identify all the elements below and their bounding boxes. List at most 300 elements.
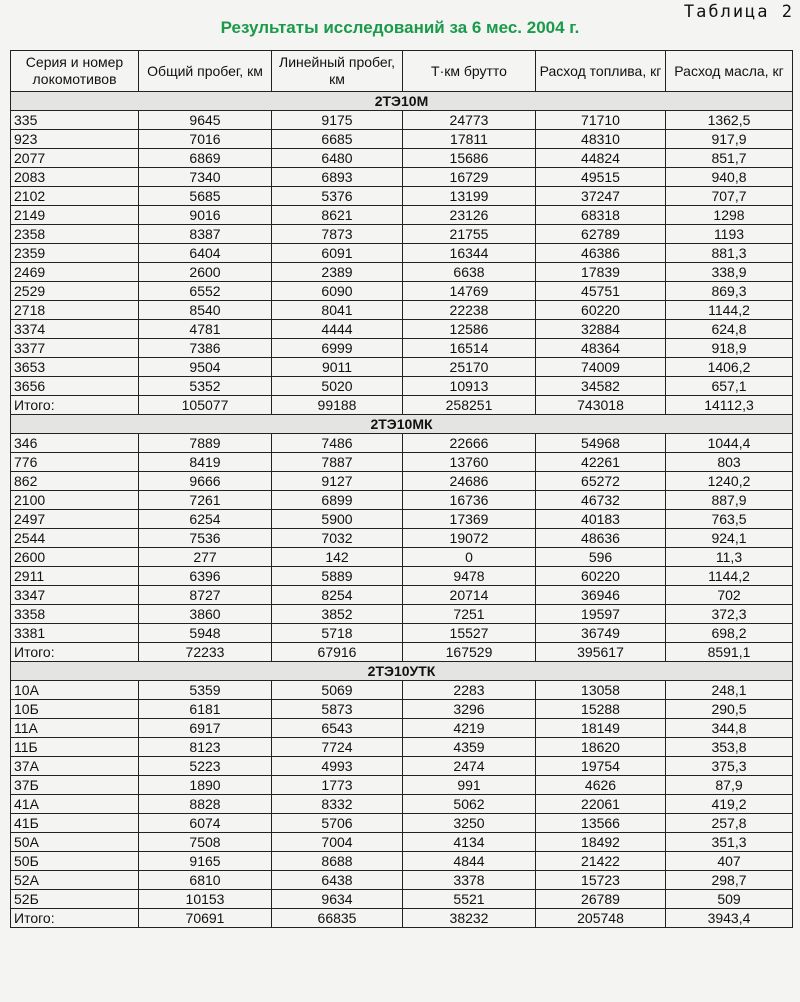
cell-fuel: 48364	[536, 339, 666, 358]
cell-line-run: 3852	[272, 605, 403, 624]
cell-series: 2497	[11, 510, 139, 529]
cell-tkm-gross: 4359	[403, 738, 536, 757]
cell-tkm-gross: 38232	[403, 909, 536, 928]
cell-fuel: 46386	[536, 244, 666, 263]
cell-tkm-gross: 22238	[403, 301, 536, 320]
cell-oil: 248,1	[666, 681, 793, 700]
cell-total-run: 9645	[139, 111, 272, 130]
cell-series: 862	[11, 472, 139, 491]
table-row	[11, 871, 793, 890]
cell-series: Итого:	[11, 643, 139, 662]
cell-oil: 917,9	[666, 130, 793, 149]
cell-total-run: 4781	[139, 320, 272, 339]
cell-total-run: 2600	[139, 263, 272, 282]
cell-tkm-gross: 24686	[403, 472, 536, 491]
cell-fuel: 74009	[536, 358, 666, 377]
total-row	[11, 643, 793, 662]
cell-fuel: 4626	[536, 776, 666, 795]
cell-total-run: 5685	[139, 187, 272, 206]
table-row	[11, 130, 793, 149]
cell-fuel: 40183	[536, 510, 666, 529]
cell-total-run: 1890	[139, 776, 272, 795]
cell-tkm-gross: 24773	[403, 111, 536, 130]
cell-tkm-gross: 12586	[403, 320, 536, 339]
cell-total-run: 7536	[139, 529, 272, 548]
cell-tkm-gross: 258251	[403, 396, 536, 415]
cell-total-run: 70691	[139, 909, 272, 928]
cell-fuel: 49515	[536, 168, 666, 187]
cell-fuel: 13058	[536, 681, 666, 700]
cell-oil: 1193	[666, 225, 793, 244]
cell-fuel: 395617	[536, 643, 666, 662]
cell-tkm-gross: 0	[403, 548, 536, 567]
cell-line-run: 5873	[272, 700, 403, 719]
table-row	[11, 567, 793, 586]
cell-series: 41Б	[11, 814, 139, 833]
cell-total-run: 7386	[139, 339, 272, 358]
cell-tkm-gross: 16729	[403, 168, 536, 187]
cell-series: 776	[11, 453, 139, 472]
column-header-oil: Расход масла, кг	[666, 51, 793, 92]
table-row	[11, 111, 793, 130]
table-row	[11, 529, 793, 548]
cell-total-run: 8387	[139, 225, 272, 244]
cell-tkm-gross: 15686	[403, 149, 536, 168]
cell-series: 2102	[11, 187, 139, 206]
cell-line-run: 7032	[272, 529, 403, 548]
cell-line-run: 66835	[272, 909, 403, 928]
table-row	[11, 282, 793, 301]
cell-line-run: 8688	[272, 852, 403, 871]
table-row	[11, 472, 793, 491]
cell-tkm-gross: 6638	[403, 263, 536, 282]
cell-line-run: 5020	[272, 377, 403, 396]
cell-total-run: 6404	[139, 244, 272, 263]
cell-series: 2149	[11, 206, 139, 225]
cell-oil: 803	[666, 453, 793, 472]
cell-tkm-gross: 17369	[403, 510, 536, 529]
cell-line-run: 9175	[272, 111, 403, 130]
cell-series: 2100	[11, 491, 139, 510]
cell-tkm-gross: 4134	[403, 833, 536, 852]
cell-tkm-gross: 3378	[403, 871, 536, 890]
cell-total-run: 5352	[139, 377, 272, 396]
cell-oil: 351,3	[666, 833, 793, 852]
cell-line-run: 6480	[272, 149, 403, 168]
cell-line-run: 6090	[272, 282, 403, 301]
cell-series: 10А	[11, 681, 139, 700]
cell-fuel: 15288	[536, 700, 666, 719]
cell-line-run: 7873	[272, 225, 403, 244]
cell-series: 3656	[11, 377, 139, 396]
cell-tkm-gross: 5521	[403, 890, 536, 909]
cell-series: 52Б	[11, 890, 139, 909]
cell-tkm-gross: 9478	[403, 567, 536, 586]
cell-line-run: 7887	[272, 453, 403, 472]
cell-oil: 298,7	[666, 871, 793, 890]
table-row	[11, 358, 793, 377]
cell-series: 2529	[11, 282, 139, 301]
table-row	[11, 149, 793, 168]
table-row	[11, 738, 793, 757]
cell-line-run: 6543	[272, 719, 403, 738]
cell-total-run: 9016	[139, 206, 272, 225]
cell-total-run: 8419	[139, 453, 272, 472]
cell-oil: 3943,4	[666, 909, 793, 928]
cell-fuel: 17839	[536, 263, 666, 282]
cell-series: 50А	[11, 833, 139, 852]
cell-series: Итого:	[11, 909, 139, 928]
cell-oil: 763,5	[666, 510, 793, 529]
cell-line-run: 6893	[272, 168, 403, 187]
table-row	[11, 890, 793, 909]
cell-fuel: 205748	[536, 909, 666, 928]
table-body	[11, 92, 793, 928]
cell-fuel: 54968	[536, 434, 666, 453]
results-table	[10, 50, 793, 928]
cell-tkm-gross: 21755	[403, 225, 536, 244]
table-row	[11, 491, 793, 510]
cell-line-run: 6091	[272, 244, 403, 263]
cell-tkm-gross: 14769	[403, 282, 536, 301]
group-name: 2ТЭ10М	[11, 92, 793, 111]
cell-series: 2911	[11, 567, 139, 586]
cell-tkm-gross: 10913	[403, 377, 536, 396]
cell-fuel: 60220	[536, 567, 666, 586]
group-header-row	[11, 92, 793, 111]
cell-fuel: 743018	[536, 396, 666, 415]
cell-fuel: 68318	[536, 206, 666, 225]
cell-total-run: 3860	[139, 605, 272, 624]
cell-series: 37Б	[11, 776, 139, 795]
group-name: 2ТЭ10УТК	[11, 662, 793, 681]
cell-total-run: 6396	[139, 567, 272, 586]
cell-fuel: 13566	[536, 814, 666, 833]
cell-oil: 353,8	[666, 738, 793, 757]
cell-fuel: 45751	[536, 282, 666, 301]
cell-line-run: 6685	[272, 130, 403, 149]
cell-series: 2083	[11, 168, 139, 187]
page-title: Результаты исследований за 6 мес. 2004 г.	[220, 18, 580, 37]
cell-line-run: 5718	[272, 624, 403, 643]
cell-total-run: 5948	[139, 624, 272, 643]
cell-series: 50Б	[11, 852, 139, 871]
cell-line-run: 7724	[272, 738, 403, 757]
table-row	[11, 168, 793, 187]
cell-oil: 257,8	[666, 814, 793, 833]
cell-line-run: 6999	[272, 339, 403, 358]
table-row	[11, 795, 793, 814]
cell-oil: 1144,2	[666, 301, 793, 320]
cell-series: 3347	[11, 586, 139, 605]
table-row	[11, 700, 793, 719]
cell-fuel: 18620	[536, 738, 666, 757]
cell-line-run: 1773	[272, 776, 403, 795]
cell-line-run: 5376	[272, 187, 403, 206]
cell-oil: 419,2	[666, 795, 793, 814]
cell-series: 2077	[11, 149, 139, 168]
group-header-row	[11, 662, 793, 681]
cell-oil: 924,1	[666, 529, 793, 548]
cell-oil: 887,9	[666, 491, 793, 510]
cell-fuel: 26789	[536, 890, 666, 909]
cell-total-run: 10153	[139, 890, 272, 909]
cell-total-run: 7889	[139, 434, 272, 453]
cell-series: 3381	[11, 624, 139, 643]
cell-oil: 1044,4	[666, 434, 793, 453]
cell-fuel: 48310	[536, 130, 666, 149]
cell-tkm-gross: 15527	[403, 624, 536, 643]
cell-series: 2469	[11, 263, 139, 282]
column-header-line-run: Линейный пробег, км	[272, 51, 403, 92]
cell-line-run: 4444	[272, 320, 403, 339]
cell-fuel: 60220	[536, 301, 666, 320]
cell-total-run: 6074	[139, 814, 272, 833]
cell-series: 3653	[11, 358, 139, 377]
table-row	[11, 833, 793, 852]
table-row	[11, 605, 793, 624]
column-header-tkm-gross: Т·км брутто	[403, 51, 536, 92]
table-row	[11, 719, 793, 738]
cell-total-run: 5223	[139, 757, 272, 776]
cell-tkm-gross: 19072	[403, 529, 536, 548]
cell-oil: 851,7	[666, 149, 793, 168]
cell-line-run: 8254	[272, 586, 403, 605]
cell-fuel: 36946	[536, 586, 666, 605]
column-header-series: Серия и номер локомотивов	[11, 51, 139, 92]
cell-total-run: 6254	[139, 510, 272, 529]
cell-tkm-gross: 16736	[403, 491, 536, 510]
cell-total-run: 9165	[139, 852, 272, 871]
cell-tkm-gross: 3250	[403, 814, 536, 833]
cell-fuel: 34582	[536, 377, 666, 396]
table-row	[11, 510, 793, 529]
cell-tkm-gross: 5062	[403, 795, 536, 814]
cell-fuel: 36749	[536, 624, 666, 643]
cell-line-run: 9011	[272, 358, 403, 377]
cell-oil: 338,9	[666, 263, 793, 282]
cell-total-run: 5359	[139, 681, 272, 700]
cell-oil: 1298	[666, 206, 793, 225]
cell-series: 11А	[11, 719, 139, 738]
cell-total-run: 8540	[139, 301, 272, 320]
cell-total-run: 7016	[139, 130, 272, 149]
table-row	[11, 681, 793, 700]
cell-oil: 1240,2	[666, 472, 793, 491]
cell-total-run: 9666	[139, 472, 272, 491]
cell-tkm-gross: 7251	[403, 605, 536, 624]
cell-total-run: 105077	[139, 396, 272, 415]
cell-fuel: 44824	[536, 149, 666, 168]
cell-fuel: 21422	[536, 852, 666, 871]
cell-fuel: 65272	[536, 472, 666, 491]
cell-tkm-gross: 25170	[403, 358, 536, 377]
cell-line-run: 8332	[272, 795, 403, 814]
cell-tkm-gross: 20714	[403, 586, 536, 605]
cell-oil: 14112,3	[666, 396, 793, 415]
cell-line-run: 7486	[272, 434, 403, 453]
cell-series: 2544	[11, 529, 139, 548]
column-header-total-run: Общий пробег, км	[139, 51, 272, 92]
cell-oil: 657,1	[666, 377, 793, 396]
cell-tkm-gross: 2283	[403, 681, 536, 700]
cell-line-run: 142	[272, 548, 403, 567]
cell-fuel: 62789	[536, 225, 666, 244]
cell-fuel: 37247	[536, 187, 666, 206]
cell-fuel: 22061	[536, 795, 666, 814]
cell-series: 2600	[11, 548, 139, 567]
table-row	[11, 852, 793, 871]
cell-tkm-gross: 2474	[403, 757, 536, 776]
cell-total-run: 6181	[139, 700, 272, 719]
cell-total-run: 7508	[139, 833, 272, 852]
table-row	[11, 624, 793, 643]
cell-line-run: 2389	[272, 263, 403, 282]
group-header-row	[11, 415, 793, 434]
cell-line-run: 6438	[272, 871, 403, 890]
cell-line-run: 4993	[272, 757, 403, 776]
cell-total-run: 8828	[139, 795, 272, 814]
cell-series: 3358	[11, 605, 139, 624]
cell-oil: 698,2	[666, 624, 793, 643]
table-row	[11, 776, 793, 795]
cell-line-run: 9127	[272, 472, 403, 491]
cell-fuel: 15723	[536, 871, 666, 890]
cell-fuel: 596	[536, 548, 666, 567]
cell-line-run: 8041	[272, 301, 403, 320]
cell-total-run: 7340	[139, 168, 272, 187]
cell-fuel: 19754	[536, 757, 666, 776]
table-row	[11, 206, 793, 225]
table-row	[11, 301, 793, 320]
cell-total-run: 277	[139, 548, 272, 567]
cell-tkm-gross: 16344	[403, 244, 536, 263]
cell-line-run: 9634	[272, 890, 403, 909]
cell-oil: 881,3	[666, 244, 793, 263]
cell-tkm-gross: 3296	[403, 700, 536, 719]
cell-fuel: 71710	[536, 111, 666, 130]
cell-line-run: 5889	[272, 567, 403, 586]
cell-series: 2359	[11, 244, 139, 263]
cell-series: 2358	[11, 225, 139, 244]
table-row	[11, 244, 793, 263]
cell-fuel: 48636	[536, 529, 666, 548]
cell-series: 923	[11, 130, 139, 149]
cell-oil: 1144,2	[666, 567, 793, 586]
cell-tkm-gross: 4219	[403, 719, 536, 738]
cell-tkm-gross: 17811	[403, 130, 536, 149]
cell-line-run: 5706	[272, 814, 403, 833]
cell-line-run: 7004	[272, 833, 403, 852]
cell-oil: 344,8	[666, 719, 793, 738]
table-number: Таблица 2	[683, 2, 794, 22]
cell-oil: 290,5	[666, 700, 793, 719]
table-row	[11, 320, 793, 339]
cell-line-run: 99188	[272, 396, 403, 415]
cell-tkm-gross: 167529	[403, 643, 536, 662]
cell-tkm-gross: 23126	[403, 206, 536, 225]
cell-fuel: 18492	[536, 833, 666, 852]
cell-total-run: 6917	[139, 719, 272, 738]
cell-series: 10Б	[11, 700, 139, 719]
cell-tkm-gross: 4844	[403, 852, 536, 871]
cell-fuel: 18149	[536, 719, 666, 738]
table-row	[11, 757, 793, 776]
cell-oil: 940,8	[666, 168, 793, 187]
cell-total-run: 6869	[139, 149, 272, 168]
cell-oil: 509	[666, 890, 793, 909]
cell-total-run: 9504	[139, 358, 272, 377]
cell-series: 335	[11, 111, 139, 130]
table-row	[11, 434, 793, 453]
cell-line-run: 67916	[272, 643, 403, 662]
cell-oil: 624,8	[666, 320, 793, 339]
cell-oil: 87,9	[666, 776, 793, 795]
column-header-fuel: Расход топлива, кг	[536, 51, 666, 92]
table-row	[11, 339, 793, 358]
cell-oil: 11,3	[666, 548, 793, 567]
cell-total-run: 8727	[139, 586, 272, 605]
cell-oil: 372,3	[666, 605, 793, 624]
table-row	[11, 225, 793, 244]
cell-line-run: 5900	[272, 510, 403, 529]
cell-series: 11Б	[11, 738, 139, 757]
cell-series: 41А	[11, 795, 139, 814]
cell-series: 2718	[11, 301, 139, 320]
table-row	[11, 263, 793, 282]
cell-tkm-gross: 16514	[403, 339, 536, 358]
cell-oil: 702	[666, 586, 793, 605]
cell-tkm-gross: 991	[403, 776, 536, 795]
total-row	[11, 909, 793, 928]
cell-total-run: 72233	[139, 643, 272, 662]
cell-oil: 1362,5	[666, 111, 793, 130]
cell-oil: 407	[666, 852, 793, 871]
cell-total-run: 8123	[139, 738, 272, 757]
cell-series: 346	[11, 434, 139, 453]
cell-series: 3374	[11, 320, 139, 339]
cell-tkm-gross: 22666	[403, 434, 536, 453]
cell-line-run: 6899	[272, 491, 403, 510]
cell-tkm-gross: 13199	[403, 187, 536, 206]
cell-total-run: 7261	[139, 491, 272, 510]
cell-line-run: 8621	[272, 206, 403, 225]
cell-fuel: 46732	[536, 491, 666, 510]
table-row	[11, 586, 793, 605]
cell-oil: 8591,1	[666, 643, 793, 662]
cell-fuel: 19597	[536, 605, 666, 624]
total-row	[11, 396, 793, 415]
cell-fuel: 32884	[536, 320, 666, 339]
cell-oil: 918,9	[666, 339, 793, 358]
cell-line-run: 5069	[272, 681, 403, 700]
group-name: 2ТЭ10МК	[11, 415, 793, 434]
cell-total-run: 6552	[139, 282, 272, 301]
cell-oil: 869,3	[666, 282, 793, 301]
cell-series: 3377	[11, 339, 139, 358]
cell-series: Итого:	[11, 396, 139, 415]
table-row	[11, 814, 793, 833]
table-row	[11, 377, 793, 396]
cell-series: 52А	[11, 871, 139, 890]
header-row	[11, 51, 793, 92]
table-row	[11, 187, 793, 206]
table-row	[11, 453, 793, 472]
cell-oil: 1406,2	[666, 358, 793, 377]
table-row	[11, 548, 793, 567]
cell-tkm-gross: 13760	[403, 453, 536, 472]
cell-total-run: 6810	[139, 871, 272, 890]
